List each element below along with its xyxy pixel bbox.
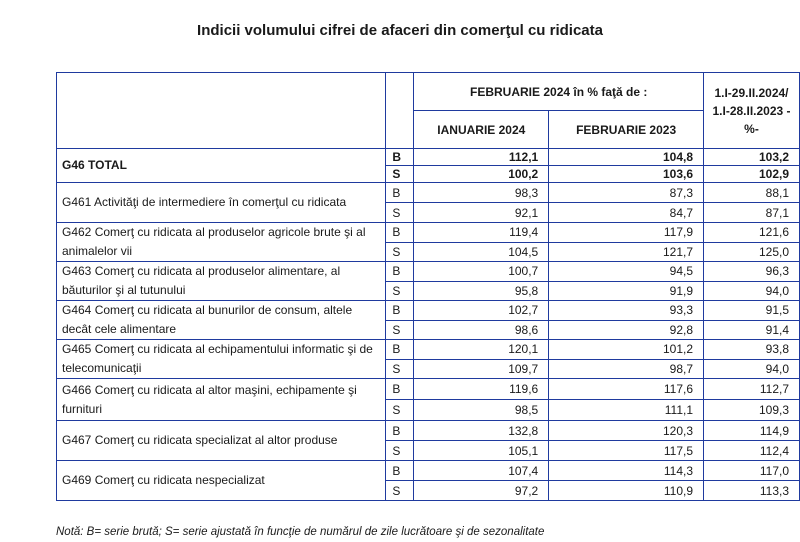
series-code: S	[386, 400, 414, 421]
header-code-cell	[386, 73, 414, 149]
table-row	[57, 379, 800, 400]
series-code: S	[386, 441, 414, 461]
value-vs-ianuarie-2024: 109,7	[414, 359, 549, 379]
value-vs-ianuarie-2024: 98,5	[414, 400, 549, 421]
value-vs-februarie-2023: 84,7	[549, 203, 704, 223]
value-vs-februarie-2023: 111,1	[549, 400, 704, 421]
header-group-label: FEBRUARIE 2024 în % faţă de :	[414, 73, 704, 111]
value-vs-februarie-2023: 94,5	[549, 262, 704, 282]
series-code: S	[386, 242, 414, 262]
value-cumulative: 113,3	[704, 481, 800, 501]
series-code: B	[386, 461, 414, 481]
value-cumulative: 87,1	[704, 203, 800, 223]
value-cumulative: 103,2	[704, 149, 800, 166]
series-code: S	[386, 166, 414, 183]
value-vs-ianuarie-2024: 105,1	[414, 441, 549, 461]
value-vs-ianuarie-2024: 98,3	[414, 183, 549, 203]
table-row	[57, 149, 800, 166]
value-cumulative: 121,6	[704, 223, 800, 243]
value-cumulative: 94,0	[704, 359, 800, 379]
value-vs-ianuarie-2024: 104,5	[414, 242, 549, 262]
series-code: B	[386, 149, 414, 166]
value-vs-ianuarie-2024: 112,1	[414, 149, 549, 166]
value-vs-ianuarie-2024: 132,8	[414, 421, 549, 441]
value-vs-februarie-2023: 98,7	[549, 359, 704, 379]
series-code: S	[386, 359, 414, 379]
value-cumulative: 94,0	[704, 281, 800, 301]
table-row	[57, 340, 800, 360]
table-row	[57, 461, 800, 481]
header-cumulative: 1.I-29.II.2024/ 1.I-28.II.2023 -%-	[704, 73, 800, 149]
value-vs-februarie-2023: 117,5	[549, 441, 704, 461]
header-empty-cell	[57, 73, 386, 149]
header-ianuarie-2024: IANUARIE 2024	[414, 111, 549, 149]
table-row	[57, 301, 800, 321]
value-vs-ianuarie-2024: 119,4	[414, 223, 549, 243]
value-cumulative: 91,4	[704, 320, 800, 340]
value-vs-ianuarie-2024: 97,2	[414, 481, 549, 501]
series-code: S	[386, 203, 414, 223]
table-row	[57, 421, 800, 441]
series-code: S	[386, 281, 414, 301]
row-label: G463 Comerţ cu ridicata al produselor alimentare, al băuturilor şi al tutunului	[57, 262, 386, 301]
row-label: G461 Activităţi de intermediere în comerţul cu ridicata	[57, 183, 386, 223]
page-title: Indicii volumului cifrei de afaceri din comerţul cu ridicata	[197, 22, 603, 39]
value-vs-ianuarie-2024: 102,7	[414, 301, 549, 321]
row-label: G464 Comerţ cu ridicata al bunurilor de consum, altele decât cele alimentare	[57, 301, 386, 340]
value-vs-ianuarie-2024: 100,2	[414, 166, 549, 183]
series-code: B	[386, 379, 414, 400]
value-vs-ianuarie-2024: 92,1	[414, 203, 549, 223]
value-vs-ianuarie-2024: 107,4	[414, 461, 549, 481]
value-vs-februarie-2023: 104,8	[549, 149, 704, 166]
value-cumulative: 125,0	[704, 242, 800, 262]
value-vs-ianuarie-2024: 100,7	[414, 262, 549, 282]
value-vs-februarie-2023: 101,2	[549, 340, 704, 360]
value-vs-februarie-2023: 114,3	[549, 461, 704, 481]
value-vs-februarie-2023: 117,9	[549, 223, 704, 243]
value-cumulative: 112,4	[704, 441, 800, 461]
value-cumulative: 102,9	[704, 166, 800, 183]
value-vs-februarie-2023: 103,6	[549, 166, 704, 183]
value-vs-februarie-2023: 92,8	[549, 320, 704, 340]
value-vs-ianuarie-2024: 95,8	[414, 281, 549, 301]
value-cumulative: 112,7	[704, 379, 800, 400]
series-code: B	[386, 340, 414, 360]
value-cumulative: 93,8	[704, 340, 800, 360]
value-vs-februarie-2023: 87,3	[549, 183, 704, 203]
value-cumulative: 91,5	[704, 301, 800, 321]
series-code: B	[386, 223, 414, 243]
value-cumulative: 117,0	[704, 461, 800, 481]
row-label: G46 TOTAL	[57, 149, 386, 183]
row-label: G465 Comerţ cu ridicata al echipamentului informatic şi de telecomunicaţii	[57, 340, 386, 379]
value-vs-ianuarie-2024: 98,6	[414, 320, 549, 340]
table-row	[57, 262, 800, 282]
value-cumulative: 114,9	[704, 421, 800, 441]
value-vs-februarie-2023: 120,3	[549, 421, 704, 441]
row-label: G462 Comerţ cu ridicata al produselor agricole brute şi al animalelor vii	[57, 223, 386, 262]
series-code: S	[386, 481, 414, 501]
row-label: G469 Comerţ cu ridicata nespecializat	[57, 461, 386, 501]
series-code: B	[386, 301, 414, 321]
value-cumulative: 96,3	[704, 262, 800, 282]
value-vs-februarie-2023: 91,9	[549, 281, 704, 301]
value-vs-februarie-2023: 117,6	[549, 379, 704, 400]
row-label: G467 Comerţ cu ridicata specializat al altor produse	[57, 421, 386, 461]
value-vs-februarie-2023: 121,7	[549, 242, 704, 262]
indices-table	[56, 72, 800, 501]
series-code: B	[386, 421, 414, 441]
value-vs-februarie-2023: 110,9	[549, 481, 704, 501]
value-vs-ianuarie-2024: 119,6	[414, 379, 549, 400]
value-vs-ianuarie-2024: 120,1	[414, 340, 549, 360]
value-cumulative: 88,1	[704, 183, 800, 203]
table-row	[57, 183, 800, 203]
row-label: G466 Comerţ cu ridicata al altor maşini, echipamente şi furnituri	[57, 379, 386, 421]
series-code: B	[386, 183, 414, 203]
footnote: Notă: B= serie brută; S= serie ajustată în funcţie de numărul de zile lucrătoare şi de sezonalitate	[56, 526, 545, 538]
value-cumulative: 109,3	[704, 400, 800, 421]
series-code: B	[386, 262, 414, 282]
header-februarie-2023: FEBRUARIE 2023	[549, 111, 704, 149]
table-row	[57, 223, 800, 243]
series-code: S	[386, 320, 414, 340]
value-vs-februarie-2023: 93,3	[549, 301, 704, 321]
